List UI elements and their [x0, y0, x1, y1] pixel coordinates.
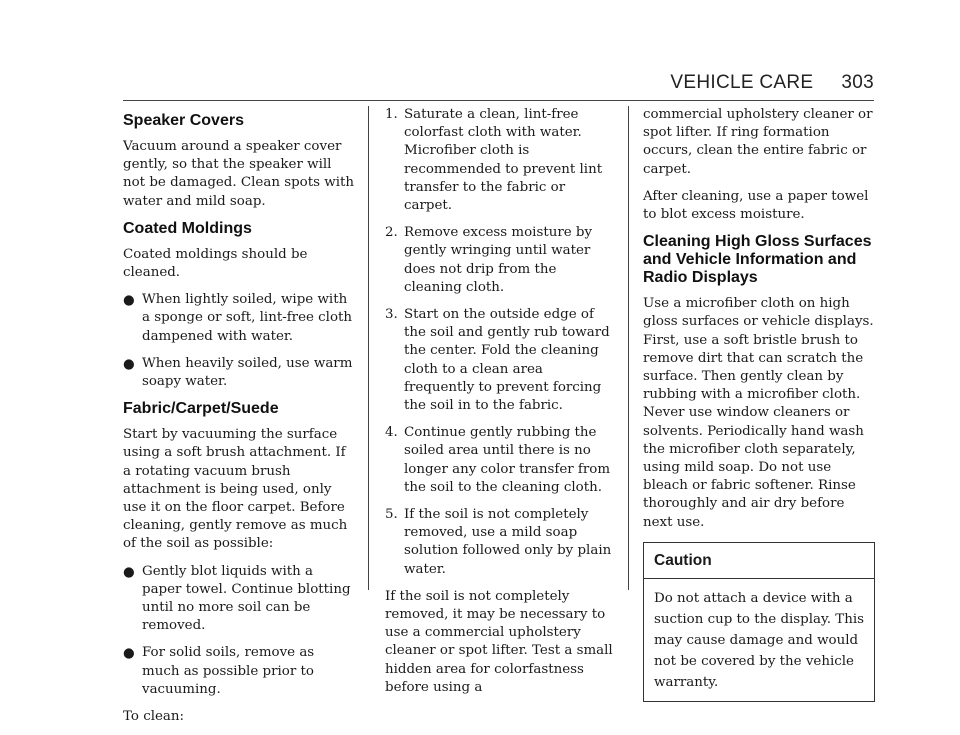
- list-item-text: When lightly soiled, wipe with a sponge or soft, lint-free cloth dampened with water.: [142, 292, 353, 344]
- heading-high-gloss-surfaces: Cleaning High Gloss Surfaces and Vehicle Information and Radio Displays: [643, 233, 872, 287]
- column-divider: [628, 106, 629, 590]
- step-text: Saturate a clean, lint-free colorfast cloth with water. Microfiber cloth is recommended to prevent lint transfer to the fabric or carpet.: [404, 107, 603, 214]
- bullet-icon: ●: [123, 563, 135, 580]
- caution-box: [643, 542, 875, 702]
- step-text: Start on the outside edge of the soil and gently rub toward the center. Fold the cleaning cloth to a clean area frequently to prevent forcing the soil in to the fabric.: [404, 307, 610, 414]
- heading-coated-moldings: Coated Moldings: [123, 219, 252, 237]
- numbered-step: [385, 506, 615, 579]
- caution-text: Do not attach a device with a suction cup to the display. This may cause damage and would not be covered by the vehicle warranty.: [654, 591, 865, 691]
- header-rule: [123, 100, 874, 101]
- step-text: If the soil is not completely removed, use a mild soap solution followed only by plain water.: [404, 507, 612, 577]
- coated-moldings-text: Coated moldings should be cleaned.: [123, 246, 308, 281]
- continued-text: commercial upholstery cleaner or spot lifter. If ring formation occurs, clean the entire fabric or carpet.: [643, 107, 873, 177]
- page-number: 303: [841, 72, 874, 93]
- column-divider: [368, 106, 369, 590]
- list-item-text: When heavily soiled, use warm soapy water.: [142, 355, 353, 390]
- step-number: 2.: [385, 225, 398, 241]
- list-item: [123, 644, 355, 699]
- caution-heading: Caution: [644, 543, 874, 579]
- numbered-step: [385, 106, 615, 215]
- bullet-icon: ●: [123, 292, 135, 309]
- list-item: [123, 355, 355, 391]
- step-number: 5.: [385, 507, 398, 523]
- section-title: VEHICLE CARE: [670, 72, 814, 93]
- numbered-step: [385, 224, 615, 297]
- step-number: 1.: [385, 107, 398, 122]
- list-item: [123, 291, 355, 346]
- column-middle: [385, 106, 615, 706]
- speaker-covers-text: Vacuum around a speaker cover gently, so that the speaker will not be damaged. Clean spots with water and mild soap.: [123, 139, 354, 209]
- heading-speaker-covers: Speaker Covers: [123, 112, 244, 129]
- numbered-step: [385, 424, 615, 497]
- heading-fabric-carpet-suede: Fabric/Carpet/Suede: [123, 400, 279, 418]
- page-header: [670, 72, 874, 94]
- list-item-text: Gently blot liquids with a paper towel. Continue blotting until no more soil can be removed.: [142, 563, 351, 634]
- list-item-text: For solid soils, remove as much as possible prior to vacuuming.: [142, 645, 315, 697]
- bullet-icon: ●: [123, 645, 135, 662]
- column-left: [123, 106, 355, 735]
- step-number: 3.: [385, 307, 398, 323]
- high-gloss-text: Use a microfiber cloth on high gloss surfaces or vehicle displays. First, use a soft bristle brush to remove dirt that can scratch the surface. Then gently clean by rubbing with a microfiber cloth. Never use window cleaners or solvents. Periodically hand wash the microfiber cloth separately, using mild soap. Do not use bleach or fabric softener. Rinse thoroughly and air dry before next use.: [643, 296, 874, 530]
- step-text: Remove excess moisture by gently wringing until water does not drip from the cleaning cloth.: [404, 225, 593, 295]
- step-text: Continue gently rubbing the soiled area until there is no longer any color transfer from the soil to the cleaning cloth.: [404, 425, 611, 495]
- step-number: 4.: [385, 425, 398, 441]
- after-steps-text: If the soil is not completely removed, it may be necessary to use a commercial upholstery cleaner or spot lifter. Test a small hidden area for colorfastness before using a: [385, 588, 613, 695]
- to-clean-text: To clean:: [123, 709, 185, 725]
- column-right: [643, 106, 875, 702]
- fabric-text: Start by vacuuming the surface using a soft brush attachment. If a rotating vacuum brush attachment is being used, only use it on the floor carpet. Before cleaning, gently remove as much of the soil as possible:: [123, 427, 348, 552]
- numbered-step: [385, 306, 615, 415]
- bullet-icon: ●: [123, 355, 135, 372]
- list-item: [123, 563, 355, 636]
- after-cleaning-text: After cleaning, use a paper towel to blot excess moisture.: [643, 188, 869, 223]
